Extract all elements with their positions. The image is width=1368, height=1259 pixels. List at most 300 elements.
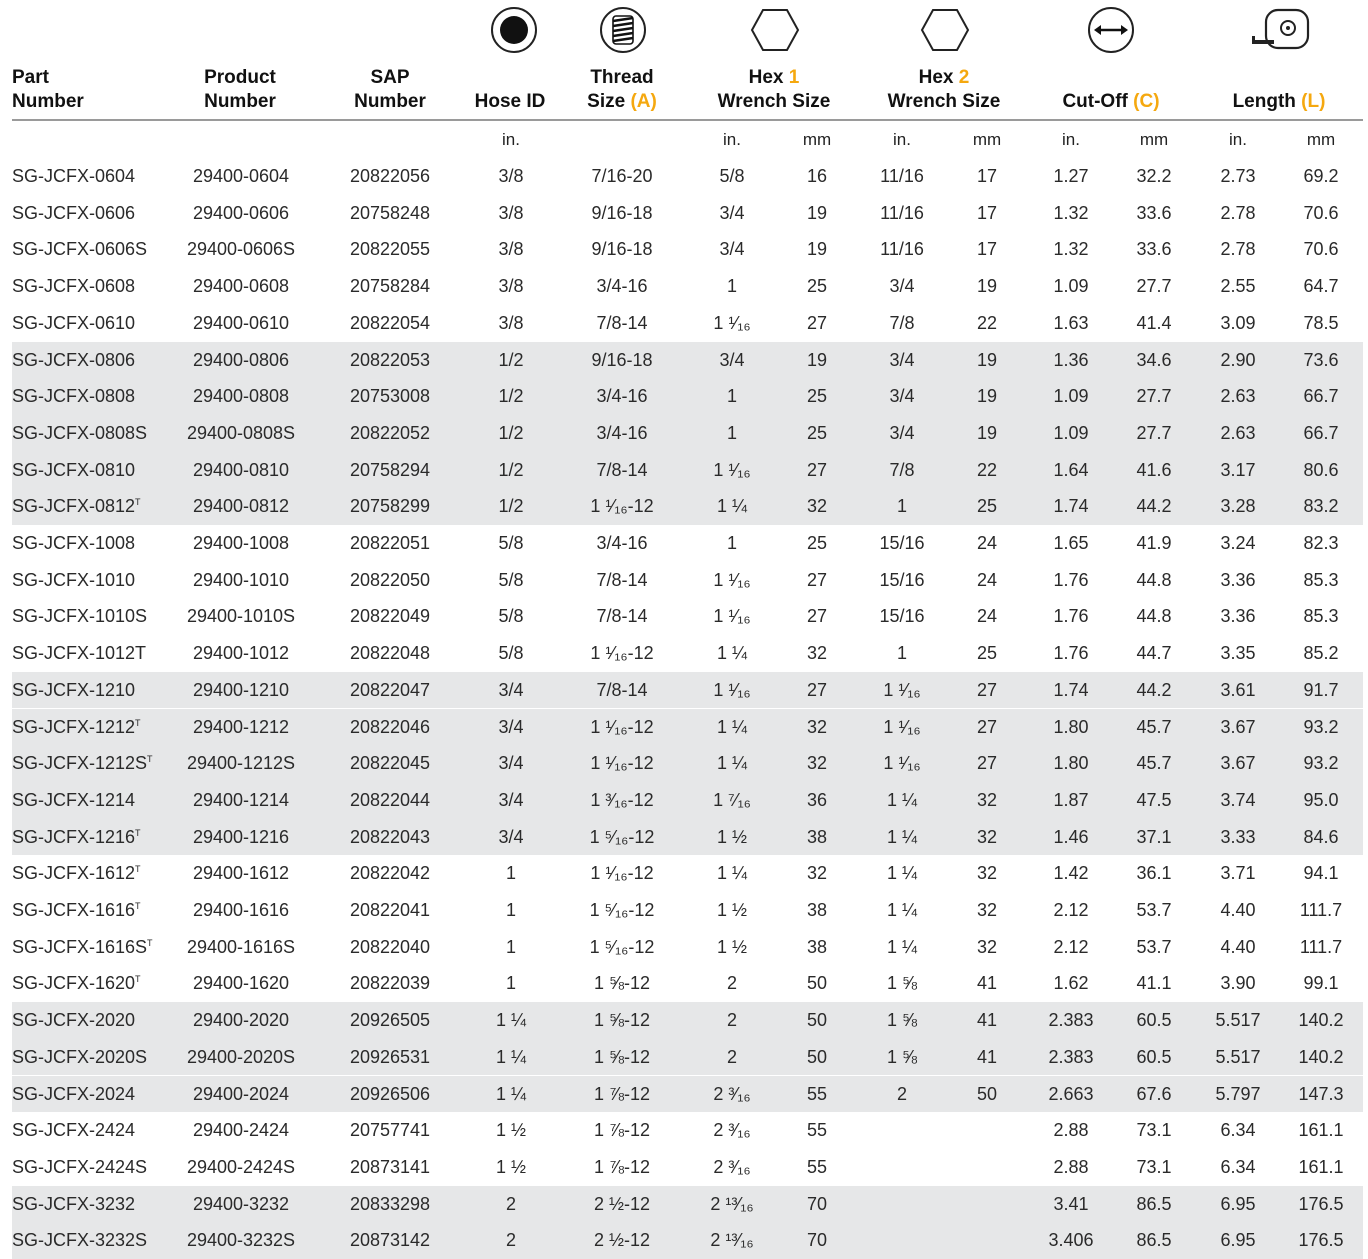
- hex2-mm-cell: 24: [976, 533, 998, 553]
- hex1-in-cell: 1 ¹⁄₁₆: [713, 459, 751, 480]
- length-in-cell: 3.61: [1220, 679, 1256, 700]
- cutoff-in-cell: 2.383: [1048, 1010, 1094, 1031]
- table-row: [12, 1149, 1363, 1186]
- hex2-mm-cell: 32: [976, 826, 998, 847]
- thread-size-cell: 1 ⅞-12: [593, 1120, 651, 1141]
- product-number-cell: 29400-1210: [192, 679, 290, 700]
- hose-id-cell: 3/8: [498, 312, 524, 333]
- length-mm-cell: 66.7: [1303, 422, 1339, 443]
- product-number-cell: 29400-0608: [192, 276, 290, 297]
- length-mm-cell: 82.3: [1303, 533, 1339, 553]
- cutoff-mm-cell: 53.7: [1136, 900, 1172, 920]
- hex1-in-cell: 1 ¼: [716, 863, 748, 884]
- thread-size-cell: 1 ⁵⁄₁₆-12: [589, 826, 655, 847]
- part-number-cell: SG-JCFX-2020S: [12, 1046, 148, 1067]
- cutoff-mm-cell: 47.5: [1136, 789, 1172, 810]
- part-number-cell: SG-JCFX-1008: [12, 533, 136, 553]
- hex1-mm-cell: 32: [806, 643, 828, 664]
- length-mm-cell: 70.6: [1303, 202, 1339, 223]
- hex1-in-cell: 1: [726, 533, 738, 553]
- length-in-cell: 2.63: [1220, 386, 1256, 407]
- header-accent: (L): [1301, 91, 1326, 112]
- hex2-mm-cell: 19: [976, 349, 998, 370]
- cutoff-mm-cell: 33.6: [1136, 202, 1172, 223]
- table-row: [12, 378, 1363, 415]
- hex2-in-cell: 15/16: [879, 606, 925, 627]
- part-number-cell: SG-JCFX-2424S: [12, 1156, 148, 1177]
- cutoff-mm-cell: 45.7: [1136, 753, 1172, 774]
- hex2-mm-cell: 32: [976, 900, 998, 920]
- product-number-cell: 29400-1616: [192, 900, 290, 920]
- length-mm-cell: 94.1: [1303, 863, 1339, 884]
- length-in-cell: 3.35: [1220, 643, 1256, 664]
- table-row: [12, 782, 1363, 819]
- thread-size-cell: 1 ⁵⁄₁₆-12: [589, 936, 655, 957]
- length-in-cell: 3.90: [1220, 973, 1256, 994]
- cutoff-in-cell: 1.80: [1053, 753, 1089, 774]
- table-row: [12, 672, 1363, 709]
- hex1-in-cell: 1 ¼: [716, 643, 748, 664]
- sap-number-cell: 20822040: [349, 936, 431, 957]
- table-row: [12, 1076, 1363, 1113]
- hex1-mm-cell: 19: [806, 349, 828, 370]
- hex1-mm-cell: 19: [806, 239, 828, 260]
- product-number-cell: 29400-1010: [192, 569, 290, 590]
- length-in-cell: 2.73: [1220, 166, 1256, 186]
- product-number-header: [180, 66, 300, 114]
- hex2-in-cell: 1 ¼: [886, 863, 918, 884]
- sap-number-cell: 20822051: [349, 533, 431, 553]
- thread-size-cell: 3/4-16: [596, 533, 648, 553]
- hose-id-cell: 3/4: [498, 753, 524, 774]
- part-number-cell: SG-JCFX-1012T: [12, 643, 147, 664]
- hex1-mm-cell: 36: [806, 789, 828, 810]
- part-number-cell: SG-JCFX-1616S: [12, 936, 148, 957]
- part-number-cell: SG-JCFX-3232: [12, 1193, 136, 1214]
- length-mm-cell: 66.7: [1303, 386, 1339, 407]
- hose-id-cell: 3/8: [498, 166, 524, 186]
- thread-size-cell: 3/4-16: [596, 386, 648, 407]
- table-row: [12, 305, 1363, 342]
- sap-number-cell: 20833298: [349, 1193, 431, 1214]
- cutoff-mm-cell: 86.5: [1136, 1193, 1172, 1214]
- header-line: Wrench Size: [887, 91, 1001, 112]
- hose-id-cell: 1/2: [498, 496, 524, 517]
- table-row: [12, 965, 1363, 1002]
- cutoff-mm-cell: 33.6: [1136, 239, 1172, 260]
- product-number-cell: 29400-1616S: [186, 936, 296, 957]
- thread-size-cell: 7/8-14: [596, 569, 648, 590]
- sap-number-cell: 20822047: [349, 679, 431, 700]
- hex2-in-cell: 7/8: [889, 312, 915, 333]
- header-line: Hex: [918, 67, 954, 88]
- cutoff-in-cell: 1.74: [1053, 679, 1089, 700]
- unit-cutoff-in: in.: [1062, 130, 1080, 149]
- footnote-marker: T: [147, 754, 153, 765]
- length-in-cell: 5.517: [1215, 1010, 1261, 1031]
- part-number-cell: SG-JCFX-0606S: [12, 239, 148, 260]
- sap-number-cell: 20926531: [349, 1046, 431, 1067]
- hex1-in-cell: 3/4: [719, 202, 745, 223]
- unit-hex1-in: in.: [723, 130, 741, 149]
- hex1-mm-cell: 55: [806, 1083, 828, 1104]
- part-number-wrap: [12, 745, 153, 782]
- hex1-mm-cell: 38: [806, 936, 828, 957]
- hose-cross-section-icon: [490, 6, 538, 54]
- part-number-cell: SG-JCFX-0610: [12, 312, 136, 333]
- double-arrow-icon: [1087, 6, 1135, 54]
- length-in-cell: 2.63: [1220, 422, 1256, 443]
- cutoff-in-cell: 1.32: [1053, 202, 1089, 223]
- hexagon-icon: [750, 8, 800, 52]
- length-mm-cell: 70.6: [1303, 239, 1339, 260]
- hex2-mm-cell: 25: [976, 496, 998, 517]
- hose-id-cell: 5/8: [498, 643, 524, 664]
- sap-number-cell: 20822052: [349, 422, 431, 443]
- hose-id-cell: 1 ¼: [495, 1010, 527, 1031]
- thread-size-cell: 1 ¹⁄₁₆-12: [590, 753, 654, 774]
- hex1-mm-cell: 50: [806, 1046, 828, 1067]
- hose-id-cell: 1 ¼: [495, 1083, 527, 1104]
- hose-id-cell: 1/2: [498, 386, 524, 407]
- hex2-mm-cell: 32: [976, 936, 998, 957]
- hex2-mm-cell: 19: [976, 276, 998, 297]
- cutoff-in-cell: 1.46: [1053, 826, 1089, 847]
- cutoff-mm-cell: 36.1: [1136, 863, 1172, 884]
- header-line: Hose ID: [474, 91, 546, 112]
- hex2-mm-cell: 19: [976, 422, 998, 443]
- cutoff-mm-cell: 27.7: [1136, 276, 1172, 297]
- hex2-in-cell: 1: [896, 643, 908, 664]
- hex2-mm-cell: 17: [976, 239, 998, 260]
- thread-size-cell: 9/16-18: [591, 239, 653, 260]
- table-row: [12, 745, 1363, 782]
- thread-size-cell: 7/16-20: [591, 166, 653, 186]
- part-number-cell: SG-JCFX-3232S: [12, 1230, 148, 1251]
- header-line: Number: [204, 91, 276, 112]
- part-number-cell: SG-JCFX-0808S: [12, 422, 148, 443]
- table-row: [12, 231, 1363, 268]
- hex1-mm-cell: 27: [806, 569, 828, 590]
- hose-id-cell: 5/8: [498, 533, 524, 553]
- cutoff-mm-cell: 67.6: [1136, 1083, 1172, 1104]
- hose-id-cell: 1/2: [498, 459, 524, 480]
- sap-number-cell: 20758299: [349, 496, 431, 517]
- thread-coil-icon: [599, 6, 647, 54]
- part-number-wrap: [12, 892, 141, 929]
- length-in-cell: 6.95: [1220, 1193, 1256, 1214]
- cutoff-mm-cell: 53.7: [1136, 936, 1172, 957]
- length-in-cell: 3.71: [1220, 863, 1256, 884]
- cutoff-in-cell: 3.41: [1053, 1193, 1089, 1214]
- part-number-cell: SG-JCFX-0608: [12, 276, 136, 297]
- product-number-cell: 29400-1010S: [186, 606, 296, 627]
- cutoff-mm-cell: 34.6: [1136, 349, 1172, 370]
- table-row: [12, 525, 1363, 562]
- cutoff-in-cell: 2.12: [1053, 936, 1089, 957]
- sap-number-cell: 20873142: [349, 1230, 431, 1251]
- hex1-in-cell: 1 ½: [716, 826, 748, 847]
- table-row: [12, 929, 1363, 966]
- part-number-wrap: [12, 709, 141, 746]
- product-number-cell: 29400-1214: [192, 789, 290, 810]
- length-in-cell: 6.34: [1220, 1156, 1256, 1177]
- hex2-in-cell: 3/4: [889, 349, 915, 370]
- hex2-mm-cell: 27: [976, 753, 998, 774]
- hex1-mm-cell: 38: [806, 826, 828, 847]
- hex1-mm-cell: 27: [806, 312, 828, 333]
- hex1-mm-cell: 27: [806, 459, 828, 480]
- header-line: Product: [204, 67, 276, 88]
- product-number-cell: 29400-1008: [192, 533, 290, 553]
- sap-number-cell: 20822056: [349, 166, 431, 186]
- hex1-in-cell: 1 ¹⁄₁₆: [713, 606, 751, 627]
- length-mm-cell: 83.2: [1303, 496, 1339, 517]
- part-number-cell: SG-JCFX-1214: [12, 789, 136, 810]
- part-number-cell: SG-JCFX-1212S: [12, 753, 148, 774]
- hex1-in-cell: 1 ½: [716, 936, 748, 957]
- sap-number-cell: 20758294: [349, 459, 431, 480]
- product-number-cell: 29400-0808: [192, 386, 290, 407]
- length-mm-cell: 111.7: [1299, 900, 1343, 920]
- hexagon-icon: [920, 8, 970, 52]
- length-mm-cell: 140.2: [1298, 1046, 1344, 1067]
- length-in-cell: 4.40: [1220, 900, 1256, 920]
- hex2-mm-cell: 22: [976, 459, 998, 480]
- hex1-mm-cell: 25: [806, 533, 828, 553]
- thread-size-cell: 1 ¹⁄₁₆-12: [590, 863, 654, 884]
- cutoff-in-cell: 1.62: [1053, 973, 1089, 994]
- length-mm-cell: 93.2: [1303, 753, 1339, 774]
- length-mm-cell: 99.1: [1303, 973, 1339, 994]
- thread-size-cell: 9/16-18: [591, 202, 653, 223]
- cutoff-in-cell: 2.88: [1053, 1120, 1089, 1141]
- product-number-cell: 29400-0812: [192, 496, 290, 517]
- sap-number-cell: 20822050: [349, 569, 431, 590]
- hex1-mm-cell: 32: [806, 863, 828, 884]
- hex1-in-cell: 2 ¹³⁄₁₆: [710, 1230, 754, 1251]
- hose-id-cell: 1: [505, 900, 517, 920]
- hex1-mm-cell: 50: [806, 1010, 828, 1031]
- table-row: [12, 855, 1363, 892]
- cutoff-mm-cell: 41.6: [1136, 459, 1172, 480]
- length-in-cell: 3.17: [1220, 459, 1256, 480]
- hex1-mm-cell: 32: [806, 496, 828, 517]
- footnote-marker: T: [135, 901, 141, 911]
- part-number-cell: SG-JCFX-1210: [12, 679, 136, 700]
- thread-size-cell: 7/8-14: [596, 312, 648, 333]
- sap-number-cell: 20758284: [349, 276, 431, 297]
- sap-number-cell: 20822055: [349, 239, 431, 260]
- hex1-in-cell: 1 ⁷⁄₁₆: [713, 789, 751, 810]
- cutoff-in-cell: 1.80: [1053, 716, 1089, 737]
- header-line: Number: [354, 91, 426, 112]
- product-number-cell: 29400-2424: [192, 1120, 290, 1141]
- product-number-cell: 29400-2020S: [186, 1046, 296, 1067]
- cutoff-in-cell: 1.76: [1053, 569, 1089, 590]
- cutoff-header: [1046, 90, 1176, 114]
- hose-id-cell: 3/8: [498, 276, 524, 297]
- hex1-in-cell: 1 ½: [716, 900, 748, 920]
- hex1-in-cell: 1 ¼: [716, 496, 748, 517]
- thread-size-cell: 7/8-14: [596, 606, 648, 627]
- header-line: SAP: [370, 67, 410, 88]
- table-row: [12, 1002, 1363, 1039]
- part-number-cell: SG-JCFX-1010S: [12, 606, 148, 627]
- sap-number-cell: 20822041: [349, 900, 431, 920]
- length-mm-cell: 140.2: [1298, 1010, 1344, 1031]
- table-row: [12, 415, 1363, 452]
- cutoff-in-cell: 1.64: [1053, 459, 1089, 480]
- cutoff-in-cell: 1.74: [1053, 496, 1089, 517]
- table-row: [12, 892, 1363, 929]
- part-number-cell: SG-JCFX-0812: [12, 496, 136, 517]
- thread-size-cell: 1 ¹⁄₁₆-12: [590, 643, 654, 664]
- hose-id-cell: 3/4: [498, 789, 524, 810]
- sap-number-cell: 20822042: [349, 863, 431, 884]
- cutoff-mm-cell: 41.1: [1136, 973, 1172, 994]
- length-in-cell: 2.55: [1220, 276, 1256, 297]
- product-number-cell: 29400-1212S: [186, 753, 296, 774]
- hex2-mm-cell: 32: [976, 789, 998, 810]
- cutoff-in-cell: 3.406: [1048, 1230, 1094, 1251]
- header-line: Length: [1232, 91, 1296, 112]
- part-number-cell: SG-JCFX-1216: [12, 826, 136, 847]
- hex1-mm-cell: 38: [806, 900, 828, 920]
- part-number-wrap: [12, 819, 141, 856]
- sap-number-cell: 20822046: [349, 716, 431, 737]
- hex2-mm-cell: 50: [976, 1083, 998, 1104]
- hex2-in-cell: 7/8: [889, 459, 915, 480]
- hose-id-cell: 3/4: [498, 679, 524, 700]
- hex1-in-cell: 2 ³⁄₁₆: [713, 1120, 751, 1141]
- table-row: [12, 819, 1363, 856]
- hex2-in-cell: 1: [896, 496, 908, 517]
- hose-id-cell: 3/4: [498, 716, 524, 737]
- sap-number-cell: 20753008: [349, 386, 431, 407]
- hex1-in-cell: 1: [726, 386, 738, 407]
- header-line: Size: [587, 91, 626, 112]
- hose-id-cell: 3/8: [498, 239, 524, 260]
- length-mm-cell: 80.6: [1303, 459, 1339, 480]
- cutoff-mm-cell: 44.8: [1136, 569, 1172, 590]
- cutoff-in-cell: 1.76: [1053, 643, 1089, 664]
- length-mm-cell: 85.2: [1303, 643, 1339, 664]
- length-mm-cell: 95.0: [1303, 789, 1339, 810]
- hex1-mm-cell: 19: [806, 202, 828, 223]
- header-accent: 2: [958, 67, 970, 88]
- product-number-cell: 29400-3232: [192, 1193, 290, 1214]
- product-number-cell: 29400-0808S: [186, 422, 296, 443]
- hex2-in-cell: 1 ¹⁄₁₆: [883, 716, 921, 737]
- table-row: [12, 635, 1363, 672]
- length-mm-cell: 93.2: [1303, 716, 1339, 737]
- sap-number-cell: 20822039: [349, 973, 431, 994]
- hex2-mm-cell: 27: [976, 716, 998, 737]
- cutoff-in-cell: 1.27: [1053, 166, 1089, 186]
- hex2-mm-cell: 41: [976, 973, 998, 994]
- hex2-in-cell: 3/4: [889, 386, 915, 407]
- sap-number-header: [340, 66, 440, 114]
- cutoff-mm-cell: 27.7: [1136, 386, 1172, 407]
- hex1-in-cell: 3/4: [719, 349, 745, 370]
- thread-size-cell: 3/4-16: [596, 276, 648, 297]
- hex1-mm-cell: 25: [806, 386, 828, 407]
- cutoff-in-cell: 1.09: [1053, 386, 1089, 407]
- length-mm-cell: 176.5: [1298, 1230, 1344, 1251]
- hex2-mm-cell: 19: [976, 386, 998, 407]
- header-line: Hex: [748, 67, 784, 88]
- hose-id-cell: 1 ½: [495, 1156, 527, 1177]
- part-number-wrap: [12, 965, 141, 1002]
- product-number-cell: 29400-0606: [192, 202, 290, 223]
- hex2-mm-cell: 41: [976, 1046, 998, 1067]
- hose-id-cell: 1/2: [498, 422, 524, 443]
- hex2-in-cell: 1 ¹⁄₁₆: [883, 753, 921, 774]
- hex2-mm-cell: 17: [976, 202, 998, 223]
- product-number-cell: 29400-2024: [192, 1083, 290, 1104]
- sap-number-cell: 20926506: [349, 1083, 431, 1104]
- thread-size-cell: 1 ⅝-12: [593, 1010, 651, 1031]
- hex1-header: [704, 66, 844, 114]
- sap-number-cell: 20758248: [349, 202, 431, 223]
- sap-number-cell: 20822049: [349, 606, 431, 627]
- hex1-mm-cell: 32: [806, 753, 828, 774]
- part-number-cell: SG-JCFX-0604: [12, 166, 136, 186]
- hex1-mm-cell: 50: [806, 973, 828, 994]
- hose-id-cell: 1: [505, 936, 517, 957]
- length-in-cell: 2.78: [1220, 202, 1256, 223]
- hex1-mm-cell: 55: [806, 1156, 828, 1177]
- part-number-cell: SG-JCFX-1212: [12, 716, 136, 737]
- hose-id-cell: 2: [505, 1193, 517, 1214]
- hose-id-cell: 3/4: [498, 826, 524, 847]
- length-in-cell: 3.36: [1220, 606, 1256, 627]
- table-row: [12, 342, 1363, 379]
- cutoff-mm-cell: 41.9: [1136, 533, 1172, 553]
- product-number-cell: 29400-1216: [192, 826, 290, 847]
- thread-size-cell: 1 ¹⁄₁₆-12: [590, 496, 654, 517]
- footnote-marker: T: [135, 974, 141, 985]
- footnote-marker: T: [147, 937, 153, 948]
- cutoff-mm-cell: 73.1: [1136, 1120, 1172, 1141]
- hex2-in-cell: 11/16: [880, 166, 924, 186]
- hex1-in-cell: 2: [726, 1046, 738, 1067]
- cutoff-in-cell: 2.383: [1048, 1046, 1094, 1067]
- hex2-in-cell: 1 ⅝: [886, 1046, 918, 1067]
- length-mm-cell: 91.7: [1303, 679, 1339, 700]
- table-row: [12, 158, 1363, 195]
- header-line: Part: [12, 67, 49, 88]
- hex2-mm-cell: 22: [976, 312, 998, 333]
- part-number-header: [12, 66, 84, 114]
- header-accent: 1: [788, 67, 800, 88]
- thread-size-cell: 1 ⅞-12: [593, 1156, 651, 1177]
- cutoff-in-cell: 2.663: [1048, 1083, 1094, 1104]
- footnote-marker: T: [135, 497, 141, 508]
- hex2-in-cell: 15/16: [879, 533, 925, 553]
- sap-number-cell: 20822053: [349, 349, 431, 370]
- hose-id-cell: 1: [505, 973, 517, 994]
- hex2-in-cell: 1 ¼: [886, 936, 918, 957]
- thread-size-cell: 2 ½-12: [593, 1193, 651, 1214]
- cutoff-in-cell: 2.12: [1053, 900, 1089, 920]
- thread-size-cell: 1 ³⁄₁₆-12: [590, 789, 654, 810]
- hose-id-cell: 5/8: [498, 606, 524, 627]
- header-line: Cut-Off: [1062, 91, 1128, 112]
- length-in-cell: 3.09: [1220, 312, 1256, 333]
- hex1-mm-cell: 27: [806, 606, 828, 627]
